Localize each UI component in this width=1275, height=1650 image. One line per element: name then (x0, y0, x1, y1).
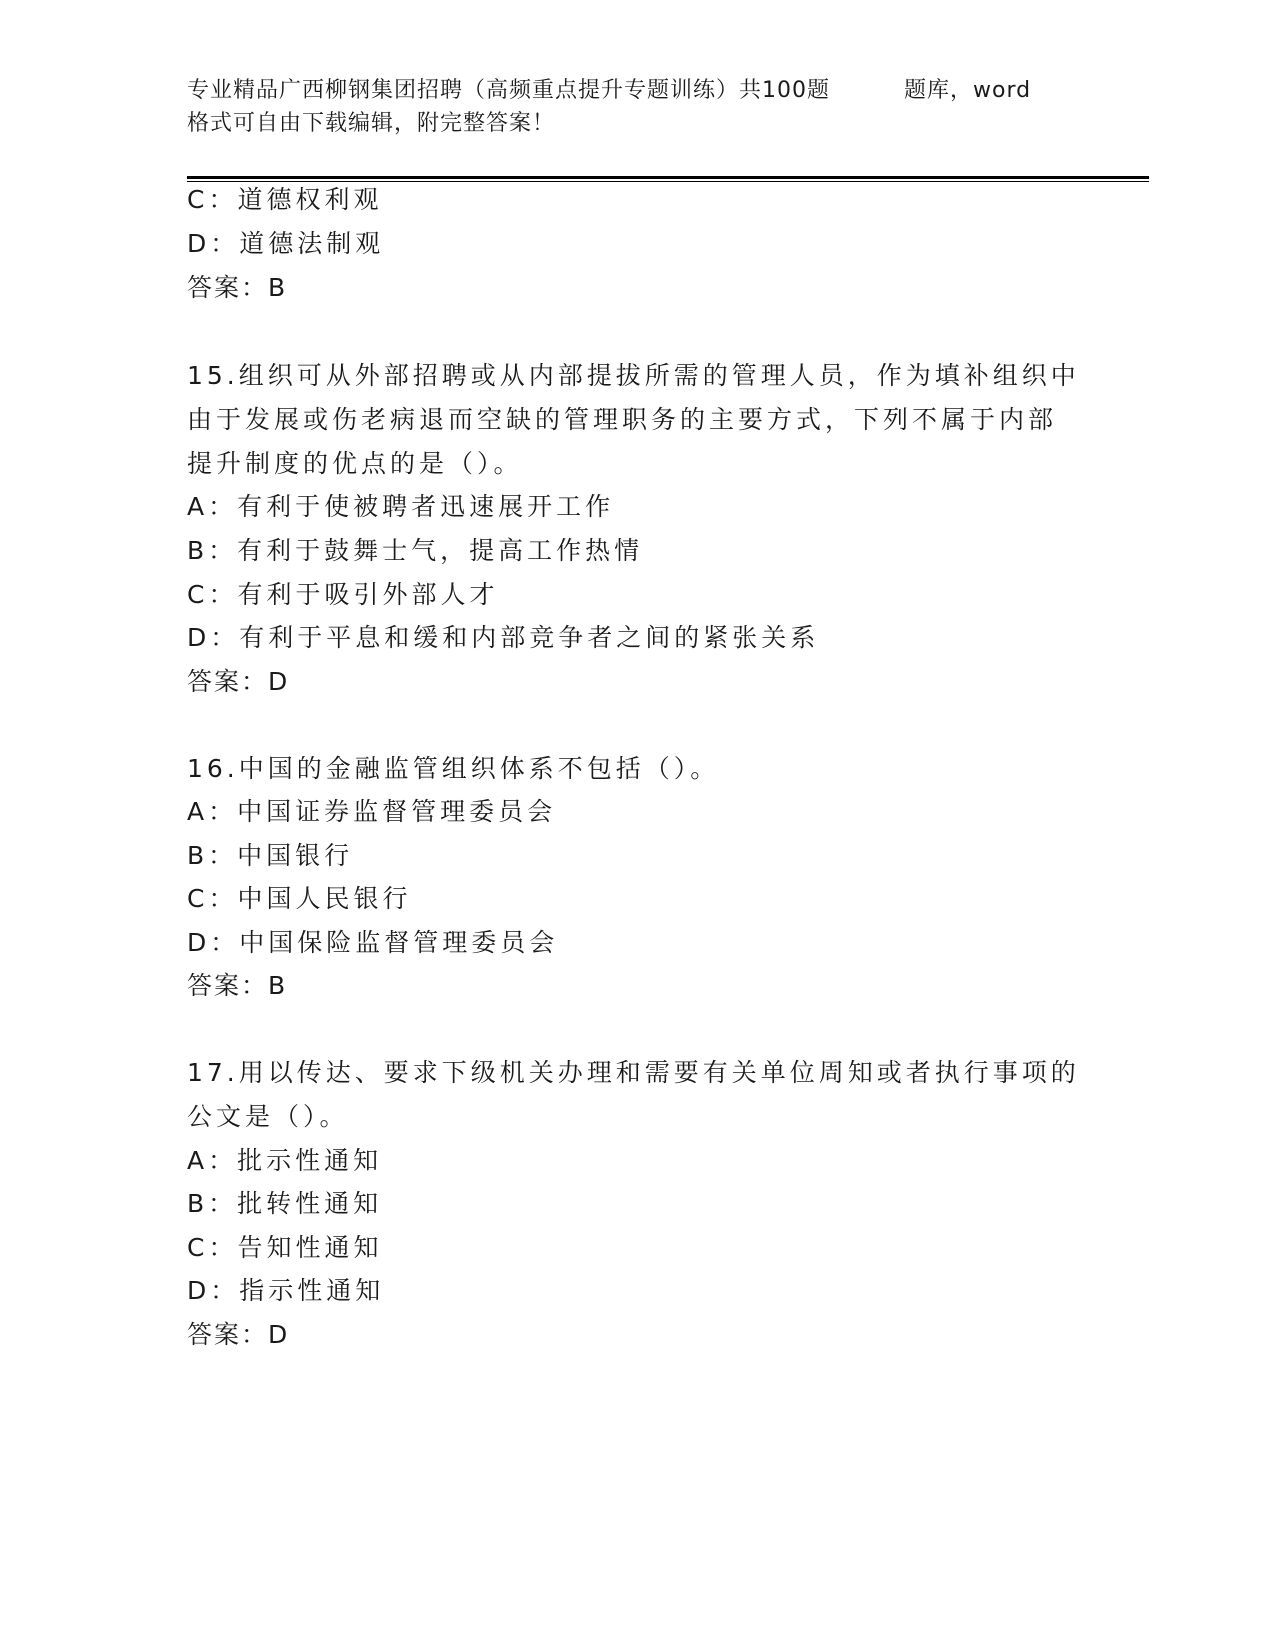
option-d: D：道德法制观 (187, 229, 385, 258)
question-stem-line: 17.用以传达、要求下级机关办理和需要有关单位周知或者执行事项的 (187, 1058, 1080, 1087)
answer-line: 答案：B (187, 273, 288, 302)
header-divider-thick (187, 176, 1149, 179)
answer-line: 答案：B (187, 971, 288, 1000)
question-stem-line: 由于发展或伤老病退而空缺的管理职务的主要方式，下列不属于内部 (187, 405, 1058, 434)
option-c: C：中国人民银行 (187, 884, 412, 913)
header-title: 专业精品广西柳钢集团招聘（高频重点提升专题训练）共100题 (187, 78, 830, 103)
option-b: B：中国银行 (187, 841, 354, 870)
option-d: D：指示性通知 (187, 1276, 385, 1305)
option-c: C：道德权利观 (187, 185, 383, 214)
question-stem-line: 15.组织可从外部招聘或从内部提拔所需的管理人员，作为填补组织中 (187, 361, 1080, 390)
answer-line: 答案：D (187, 667, 290, 696)
option-a: A：批示性通知 (187, 1146, 383, 1175)
question-stem-line: 提升制度的优点的是（）。 (187, 449, 523, 478)
header-title-tail: 题库，word (904, 78, 1032, 103)
option-d: D：中国保险监督管理委员会 (187, 928, 559, 957)
option-a: A：中国证券监督管理委员会 (187, 797, 557, 826)
header-divider-thin (187, 181, 1149, 182)
page-header (187, 74, 1107, 140)
answer-line: 答案：D (187, 1320, 290, 1349)
option-a: A：有利于使被聘者迅速展开工作 (187, 492, 615, 521)
option-b: B：有利于鼓舞士气，提高工作热情 (187, 536, 644, 565)
option-d: D：有利于平息和缓和内部竞争者之间的紧张关系 (187, 623, 820, 652)
option-c: C：告知性通知 (187, 1233, 383, 1262)
header-subtitle: 格式可自由下载编辑，附完整答案！ (187, 111, 556, 136)
option-b: B：批转性通知 (187, 1189, 383, 1218)
question-stem-line: 16.中国的金融监管组织体系不包括（）。 (187, 754, 720, 783)
question-stem-line: 公文是（）。 (187, 1102, 349, 1131)
option-c: C：有利于吸引外部人才 (187, 580, 499, 609)
